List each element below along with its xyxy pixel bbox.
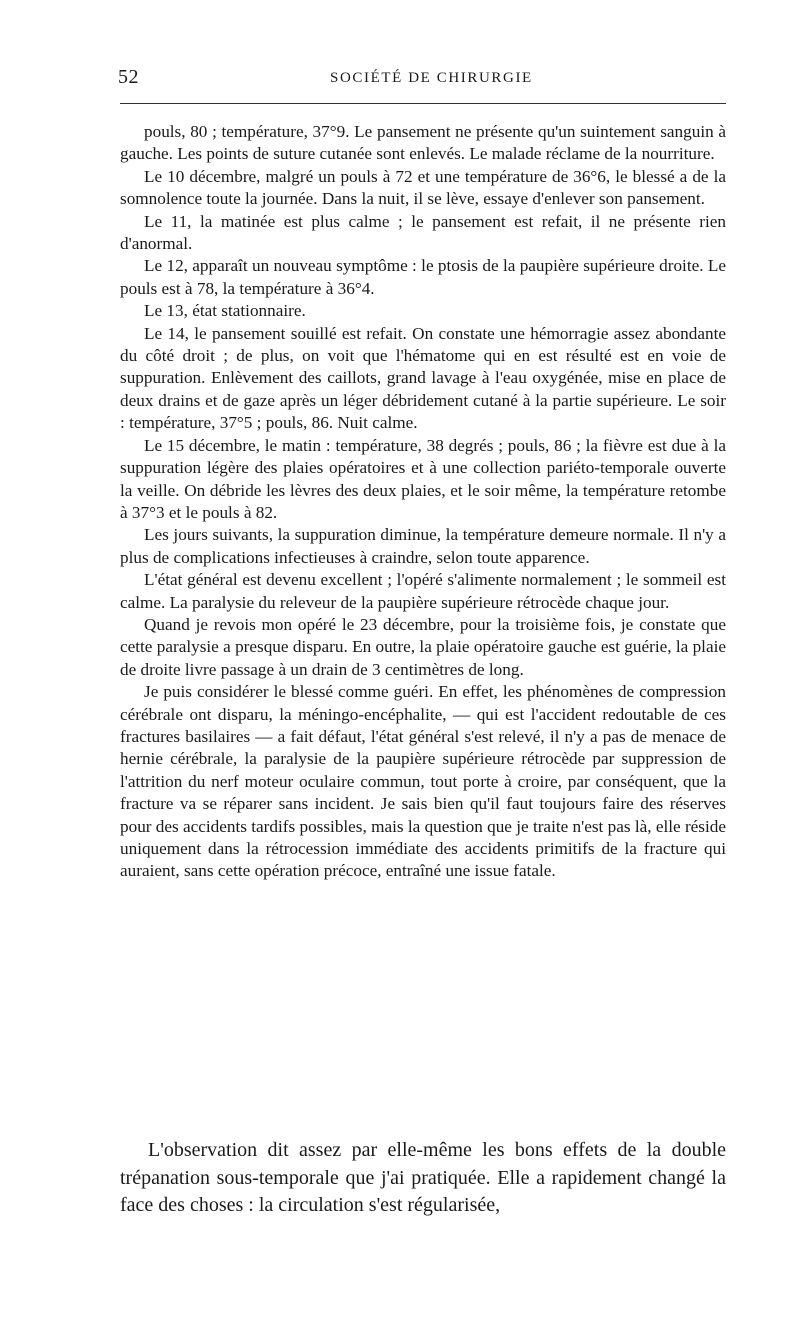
paragraph: Quand je revois mon opéré le 23 décembre, pour la troisième fois, je constate que cette paralysie a presque disparu. En outre, la plaie opératoire gauche est guérie, la plaie de droite livre passage à un drain de 3 centimètres de long.: [120, 614, 726, 679]
page-number: 52: [118, 66, 139, 88]
paragraph: Le 10 décembre, malgré un pouls à 72 et une température de 36°6, le blessé a de la somnolence toute la journée. Dans la nuit, il se lève, essaye d'enlever son pansement.: [120, 166, 726, 209]
paragraph: Le 11, la matinée est plus calme ; le pansement est refait, il ne présente rien d'anormal.: [120, 211, 726, 254]
paragraph: Le 12, apparaît un nouveau symptôme : le ptosis de la paupière supérieure droite. Le pouls est à 78, la température à 36°4.: [120, 256, 726, 298]
paragraph: Le 15 décembre, le matin : température, 38 degrés ; pouls, 86 ; la fièvre est due à la suppuration légère des plaies opératoires et à une collection pariéto-temporale ouverte la veille. On débride les lèvres des deux plaies, et le soir même, la température retombe à 37°3 et le pouls à 82.: [120, 435, 726, 522]
running-head: SOCIÉTÉ DE CHIRURGIE: [330, 70, 533, 86]
header-rule: [120, 103, 726, 104]
paragraph: pouls, 80 ; température, 37°9. Le pansement ne présente qu'un suintement sanguin à gauche. Les points de suture cutanée sont enlevés. Le malade réclame de la nourriture.: [120, 122, 726, 164]
paragraph: L'état général est devenu excellent ; l'opéré s'alimente normalement ; le sommeil est calme. La paralysie du releveur de la paupière supérieure rétrocède chaque jour.: [120, 570, 726, 612]
closing-paragraph: L'observation dit assez par elle-même les bons effets de la double trépanation sous-temporale que j'ai pratiquée. Elle a rapidement changé la face des choses : la circulation s'est régularisée,: [120, 1139, 726, 1216]
paragraph: Le 14, le pansement souillé est refait. On constate une hémorragie assez abondante du côté droit ; de plus, on voit que l'hématome qui en est résulté est en voie de suppuration. Enlèvement des caillots, grand lavage à l'eau oxygénée, mise en place de deux drains et de gaze après un léger débridement cutané à la partie supérieure. Le soir : température, 37°5 ; pouls, 86. Nuit calme.: [120, 323, 726, 433]
paragraph: Je puis considérer le blessé comme guéri. En effet, les phénomènes de compression cérébrale ont disparu, la méningo-encéphalite, — qui est l'accident redoutable de ces fractures basilaires — a fait défaut, l'état général s'est relevé, il n'y a pas de menace de hernie cérébrale, la paralysie de la paupière supérieure rétrocède par suppression de l'attrition du nerf moteur oculaire commun, tout porte à croire, par conséquent, que la fracture va se réparer sans incident. Je sais bien qu'il faut toujours faire des réserves pour des accidents tardifs possibles, mais la question que je traite n'est pas là, elle réside uniquement dans la rétrocession immédiate des accidents primitifs de la fracture qui auraient, sans cette opération précoce, entraîné une issue fatale.: [120, 682, 726, 881]
paragraph: Les jours suivants, la suppuration diminue, la température demeure normale. Il n'y a plus de complications infectieuses à craindre, selon toute apparence.: [120, 525, 726, 567]
observation-text: [120, 121, 726, 883]
discussion-text: [120, 1137, 726, 1220]
paragraph: Le 13, état stationnaire.: [144, 301, 306, 321]
